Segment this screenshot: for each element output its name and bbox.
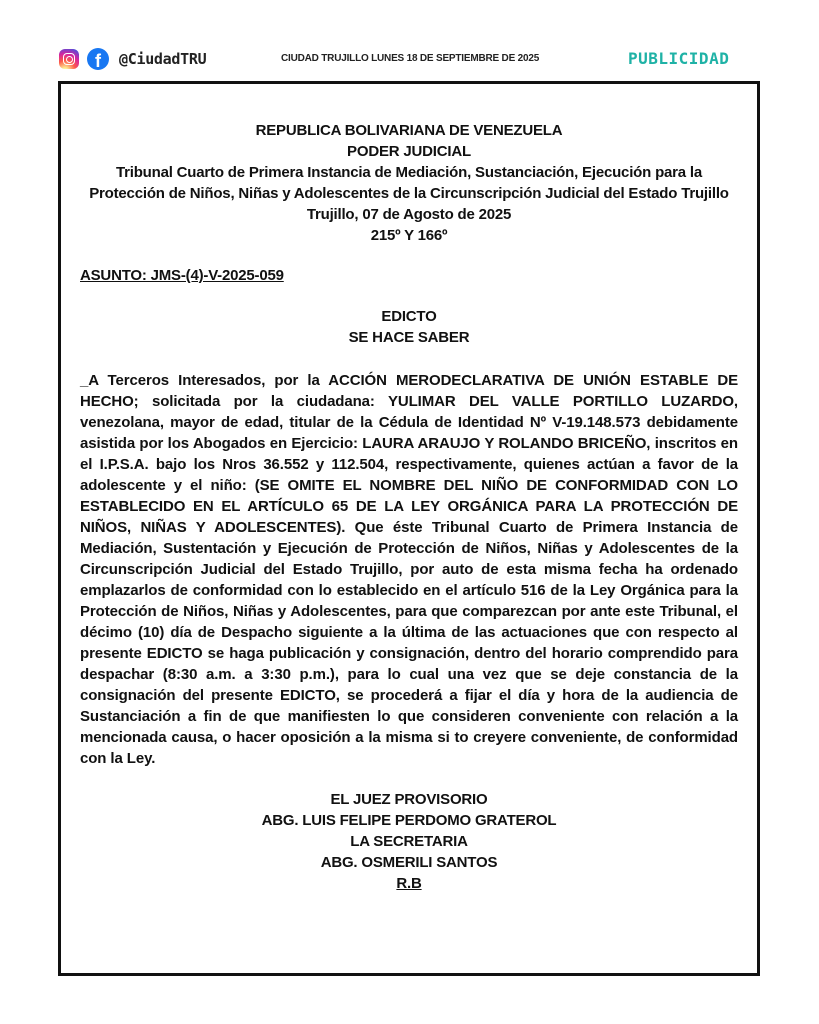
section-label: PUBLICIDAD bbox=[628, 49, 730, 68]
judge-title: EL JUEZ PROVISORIO bbox=[330, 791, 488, 808]
judge-name: ABG. LUIS FELIPE PERDOMO GRATEROL bbox=[261, 812, 557, 829]
case-number: ASUNTO: JMS-(4)-V-2025-059 bbox=[80, 267, 284, 284]
edict-title: EDICTO bbox=[381, 308, 437, 325]
edict-heading bbox=[80, 306, 738, 348]
social-links bbox=[59, 48, 206, 70]
secretary-name: ABG. OSMERILI SANTOS bbox=[320, 854, 498, 871]
facebook-icon[interactable]: f bbox=[87, 48, 109, 70]
signature-block bbox=[80, 789, 738, 894]
branch-heading: PODER JUDICIAL bbox=[347, 143, 471, 160]
document-date: Trujillo, 07 de Agosto de 2025 bbox=[306, 206, 512, 223]
country-heading: REPUBLICA BOLIVARIANA DE VENEZUELA bbox=[255, 122, 563, 139]
legal-notice-content bbox=[80, 120, 738, 894]
years-notation: 215º Y 166º bbox=[370, 227, 448, 244]
court-name: Tribunal Cuarto de Primera Instancia de Mediación, Sustanciación, Ejecución para la Protección de Niños, Niñas y Adolescentes de la Circunscripción Judicial del Estado Trujillo bbox=[89, 164, 729, 202]
initials: R.B bbox=[396, 875, 422, 892]
instagram-icon[interactable] bbox=[59, 49, 79, 69]
edict-body: _A Terceros Interesados, por la ACCIÓN MERODECLARATIVA DE UNIÓN ESTABLE DE HECHO; solicitada por la ciudadana: YULIMAR DEL VALLE PORTILLO LUZARDO, venezolana, mayor de edad, titular de la Cédula de Identidad Nº V-19.148.573 debidamente asistida por los Abogados en Ejercicio: LAURA ARAUJO Y ROLANDO BRICEÑO, inscritos en el I.P.S.A. bajo los Nros 36.552 y 112.504, respectivamente, quienes actúan a favor de la adolescente y el niño: (SE OMITE EL NOMBRE DEL NIÑO DE CONFORMIDAD CON LO ESTABLECIDO EN EL ARTÍCULO 65 DE LA LEY ORGÁNICA PARA LA PROTECCIÓN DE NIÑOS, NIÑAS Y ADOLESCENTES). Que éste Tribunal Cuarto de Primera Instancia de Mediación, Sustentación y Ejecución de Protección de Niños, Niñas y Adolescentes de la Circunscripción Judicial del Estado Trujillo, por auto de esta misma fecha ha ordenado emplazarlos de conformidad con lo establecido en el artículo 516 de la Ley Orgánica para la Protección de Niños, Niñas y Adolescentes, para que comparezcan por ante este Tribunal, el décimo (10) día de Despacho siguiente a la última de las actuaciones que con respecto al presente EDICTO se haga publicación y consignación, dentro del horario comprendido para despachar (8:30 a.m. a 3:30 p.m.), para lo cual una vez que se deje constancia de la consignación del presente EDICTO, se procederá a fijar el día y hora de la audiencia de Sustanciación a fin de que manifiesten lo que consideren conveniente con relación a la mencionada causa, o hacer oposición a la misma si to creyere conveniente, de conformidad con la Ley. bbox=[80, 372, 738, 767]
publication-dateline: CIUDAD TRUJILLO LUNES 18 DE SEPTIEMBRE DE 2025 bbox=[281, 53, 540, 64]
social-handle[interactable]: @CiudadTRU bbox=[119, 50, 207, 68]
secretary-title: LA SECRETARIA bbox=[350, 833, 468, 850]
publication-header bbox=[0, 0, 819, 80]
edict-subtitle: SE HACE SABER bbox=[348, 329, 470, 346]
legal-notice-box bbox=[58, 81, 760, 976]
court-header bbox=[80, 120, 738, 246]
